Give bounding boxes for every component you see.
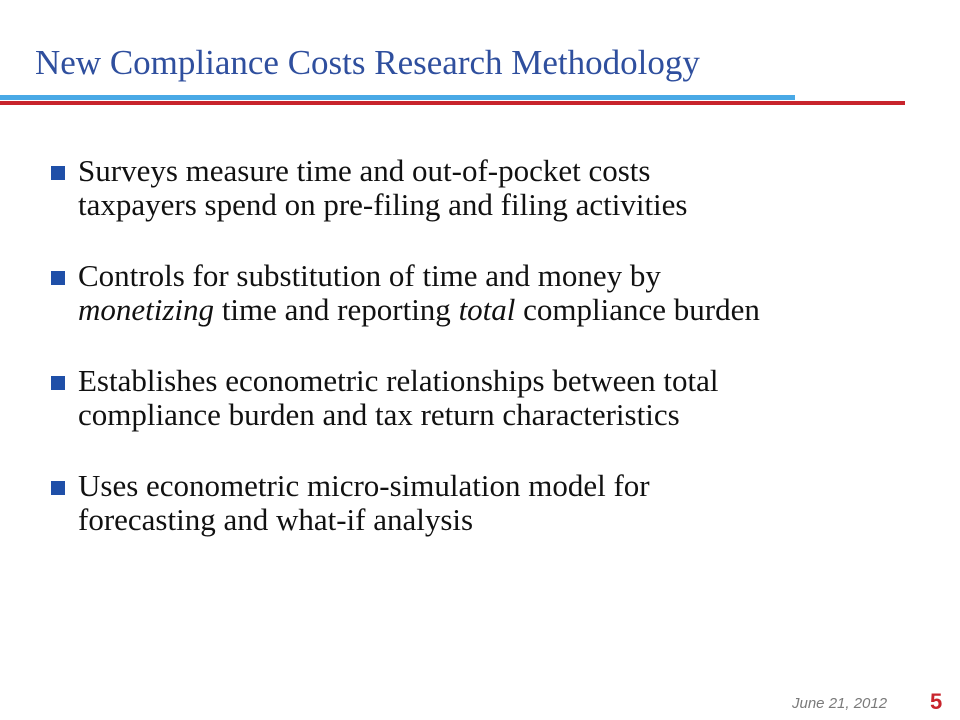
title-rule-blue (0, 95, 795, 100)
bullet-line: compliance burden and tax return characteristics (78, 397, 680, 432)
bullet-line: forecasting and what-if analysis (78, 502, 474, 537)
page-number: 5 (930, 689, 943, 714)
square-bullet-icon (51, 166, 65, 180)
bullet-text-segment: time and reporting (214, 292, 459, 327)
square-bullet-icon (51, 376, 65, 390)
bullet-line: Controls for substitution of time and money by (78, 258, 661, 293)
slide-title: New Compliance Costs Research Methodology (35, 43, 700, 82)
emphasis-text: monetizing (78, 292, 215, 327)
title-rule-red (0, 101, 905, 105)
bullet-text-segment: compliance burden (515, 292, 760, 327)
bullet-item-establishes (48, 364, 928, 432)
bullet-line: Surveys measure time and out-of-pocket costs (78, 153, 651, 188)
bullet-item-surveys (48, 154, 928, 222)
square-bullet-icon (51, 481, 65, 495)
square-bullet-icon (51, 271, 65, 285)
bullet-line: Uses econometric micro-simulation model for (78, 468, 650, 503)
bullet-line-mixed (78, 293, 928, 327)
bullet-item-uses (48, 469, 928, 537)
bullet-list (48, 154, 928, 574)
bullet-line: Establishes econometric relationships between total (78, 363, 719, 398)
bullet-item-controls (48, 259, 928, 327)
emphasis-text: total (458, 292, 516, 327)
footer-date: June 21, 2012 (792, 695, 888, 712)
bullet-line: taxpayers spend on pre-filing and filing activities (78, 187, 688, 222)
